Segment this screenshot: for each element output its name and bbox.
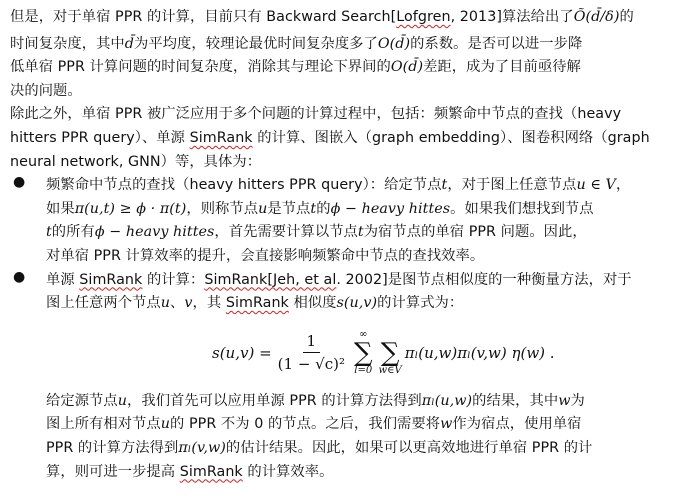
text: ，其 xyxy=(192,295,226,312)
text: 为平均度，较理论最优时间复杂度多了 xyxy=(133,35,378,52)
text: 图上所有相对节点 xyxy=(46,416,161,433)
bullet2-line1 xyxy=(46,269,680,293)
bullet1-line1 xyxy=(46,174,680,198)
text: ，对于图上任意节点 xyxy=(447,177,577,194)
text: 的结果，其中 xyxy=(472,392,559,409)
var-t: t xyxy=(441,177,448,194)
para1-line2 xyxy=(10,33,680,57)
simrank-formula xyxy=(46,316,680,390)
fraction-numerator: 1 xyxy=(303,332,321,353)
text: 差距，成为了目前亟待解 xyxy=(423,59,581,76)
sum-upper-limit: ∞ xyxy=(359,328,368,340)
sum-symbol-icon: ∑ xyxy=(380,337,400,368)
text: 如果 xyxy=(46,200,75,217)
text: ，首先需要计算以节点 xyxy=(214,224,358,241)
text: 低单宿 PPR 计算问题的时间复杂度，消除其与理论下界间的 xyxy=(10,59,391,76)
text: 为 xyxy=(570,392,585,409)
text: , 2013]算法给出了 xyxy=(450,9,574,25)
var-u: u xyxy=(258,200,268,217)
ppr-term: πₗ(v,w) xyxy=(178,439,226,456)
text: 的计算式为： xyxy=(377,295,464,312)
fraction-denominator: (1 − √c)² xyxy=(277,355,345,374)
sum-symbol-icon: ∑ xyxy=(353,337,373,368)
var-w: w xyxy=(440,416,453,433)
text: 为宿节点的单宿 PPR 问题。因此， xyxy=(363,224,587,241)
sum-lower-limit: w∈V xyxy=(378,364,402,376)
text: 的 PPR 不为 0 的节点。之后，我们需要将 xyxy=(170,416,441,433)
text: . 2002]是图节点相似度的一种衡量方法，对于 xyxy=(336,271,632,288)
ppr-term: πₗ(u,w) xyxy=(421,392,473,409)
text: 但是，对于单宿 PPR 的计算，目前只有 Backward Search[ xyxy=(10,9,397,25)
term-simrank: SimRank xyxy=(79,271,143,288)
text: 频繁命中节点的查找（heavy hitters PPR query）：给定节点 xyxy=(46,177,442,194)
var-v: v xyxy=(184,295,193,312)
similarity-symbol: s(u,v) xyxy=(336,295,378,312)
text: ，我们首先可以应用单源 PPR 的计算方法得到 xyxy=(127,392,422,409)
text: 的所有 xyxy=(51,224,95,241)
var-u: u xyxy=(160,416,171,433)
para1-line4: 决的问题。 xyxy=(10,82,82,99)
condition-formula: π(u,t) ≥ ϕ · π(t) xyxy=(74,200,187,217)
bullet2-line5 xyxy=(46,437,680,461)
term-simrank: SimRank xyxy=(179,463,243,480)
text: 相似度 xyxy=(288,295,337,312)
bullet1-line3 xyxy=(46,221,680,245)
bullet2-line3 xyxy=(46,390,680,414)
sum-over-l xyxy=(354,330,373,376)
citation-simrank: SimRank[Jeh, et al xyxy=(204,271,337,288)
text: 的计算效率。 xyxy=(242,463,334,480)
var-t: t xyxy=(357,224,364,241)
text: 单源 xyxy=(46,271,80,288)
var-t: t xyxy=(310,200,317,217)
bullet-item-simrank xyxy=(10,269,680,485)
heavy-hitters-term: ϕ − heavy hittes xyxy=(94,224,215,241)
formula-fraction xyxy=(278,332,345,373)
term-simrank: SimRank xyxy=(189,129,253,146)
avg-degree-symbol: d̄ xyxy=(124,35,134,52)
bullet-icon: ● xyxy=(13,268,26,285)
text: 的计算： xyxy=(142,271,205,288)
para2-line2 xyxy=(10,127,680,151)
var-u: u xyxy=(117,392,127,409)
text: ， xyxy=(615,177,631,194)
heavy-hitters-term: ϕ − heavy hittes xyxy=(330,200,451,217)
text: 的计算、图嵌入（graph embedding）、图卷积网络（graph xyxy=(252,129,650,146)
var-t: t xyxy=(46,224,52,241)
membership-formula: u ∈ V xyxy=(576,177,616,194)
citation-author: Lofgren xyxy=(396,9,451,25)
para2-line3: neural network, GNN）等，具体为： xyxy=(10,153,262,170)
complexity-term: O(d̄) xyxy=(390,59,424,76)
complexity-formula: Õ(d̄/δ) xyxy=(573,9,620,25)
bullet-item-heavy-hitters xyxy=(10,174,680,268)
para1-line3 xyxy=(10,56,680,80)
complexity-term: O(d̄) xyxy=(377,35,411,52)
bullet1-line4: 对单宿 PPR 计算效率的提升，会直接影响频繁命中节点的查找效率。 xyxy=(46,247,485,264)
formula-lhs: s(u,v) = xyxy=(212,343,272,362)
text: 的估计结果。因此，如果可以更高效地进行单宿 PPR 的计 xyxy=(225,439,593,456)
para2-line1: 除此之外，单宿 PPR 被广泛应用于多个问题的计算过程中，包括：频繁命中节点的查找（heavy xyxy=(10,106,622,123)
term-simrank: SimRank xyxy=(225,295,289,312)
text: 是节点 xyxy=(267,200,311,217)
bullet2-line2 xyxy=(46,292,680,316)
text: hitters PPR query）、单源 xyxy=(10,129,190,146)
var-w: w xyxy=(558,392,571,409)
bullet2-line6 xyxy=(46,461,680,485)
text: ，则称节点 xyxy=(186,200,259,217)
text: 。如果我们想找到节点 xyxy=(450,200,594,217)
sum-over-w xyxy=(379,330,402,376)
bullet2-line4 xyxy=(46,413,680,437)
sum-lower-limit: l=0 xyxy=(354,364,373,376)
para1-line1 xyxy=(10,6,680,30)
bullet1-line2 xyxy=(46,198,680,222)
bullet-icon: ● xyxy=(13,174,26,191)
text: 、 xyxy=(170,295,185,312)
text: 算，则可进一步提高 xyxy=(46,463,180,480)
text: PPR 的计算方法得到 xyxy=(46,439,179,456)
text: 给定源节点 xyxy=(46,392,118,409)
text: 的 xyxy=(619,9,634,25)
var-u: u xyxy=(160,295,171,312)
text: 时间复杂度，其中 xyxy=(10,35,125,52)
text: 的系数。是否可以进一步降 xyxy=(410,35,583,52)
text: 图上任意两个节点 xyxy=(46,295,161,312)
text: 作为宿点，使用单宿 xyxy=(452,416,582,433)
formula-body: πₗ(u,w)πₗ(v,w) η(w) . xyxy=(404,343,555,362)
text: 的 xyxy=(316,200,331,217)
